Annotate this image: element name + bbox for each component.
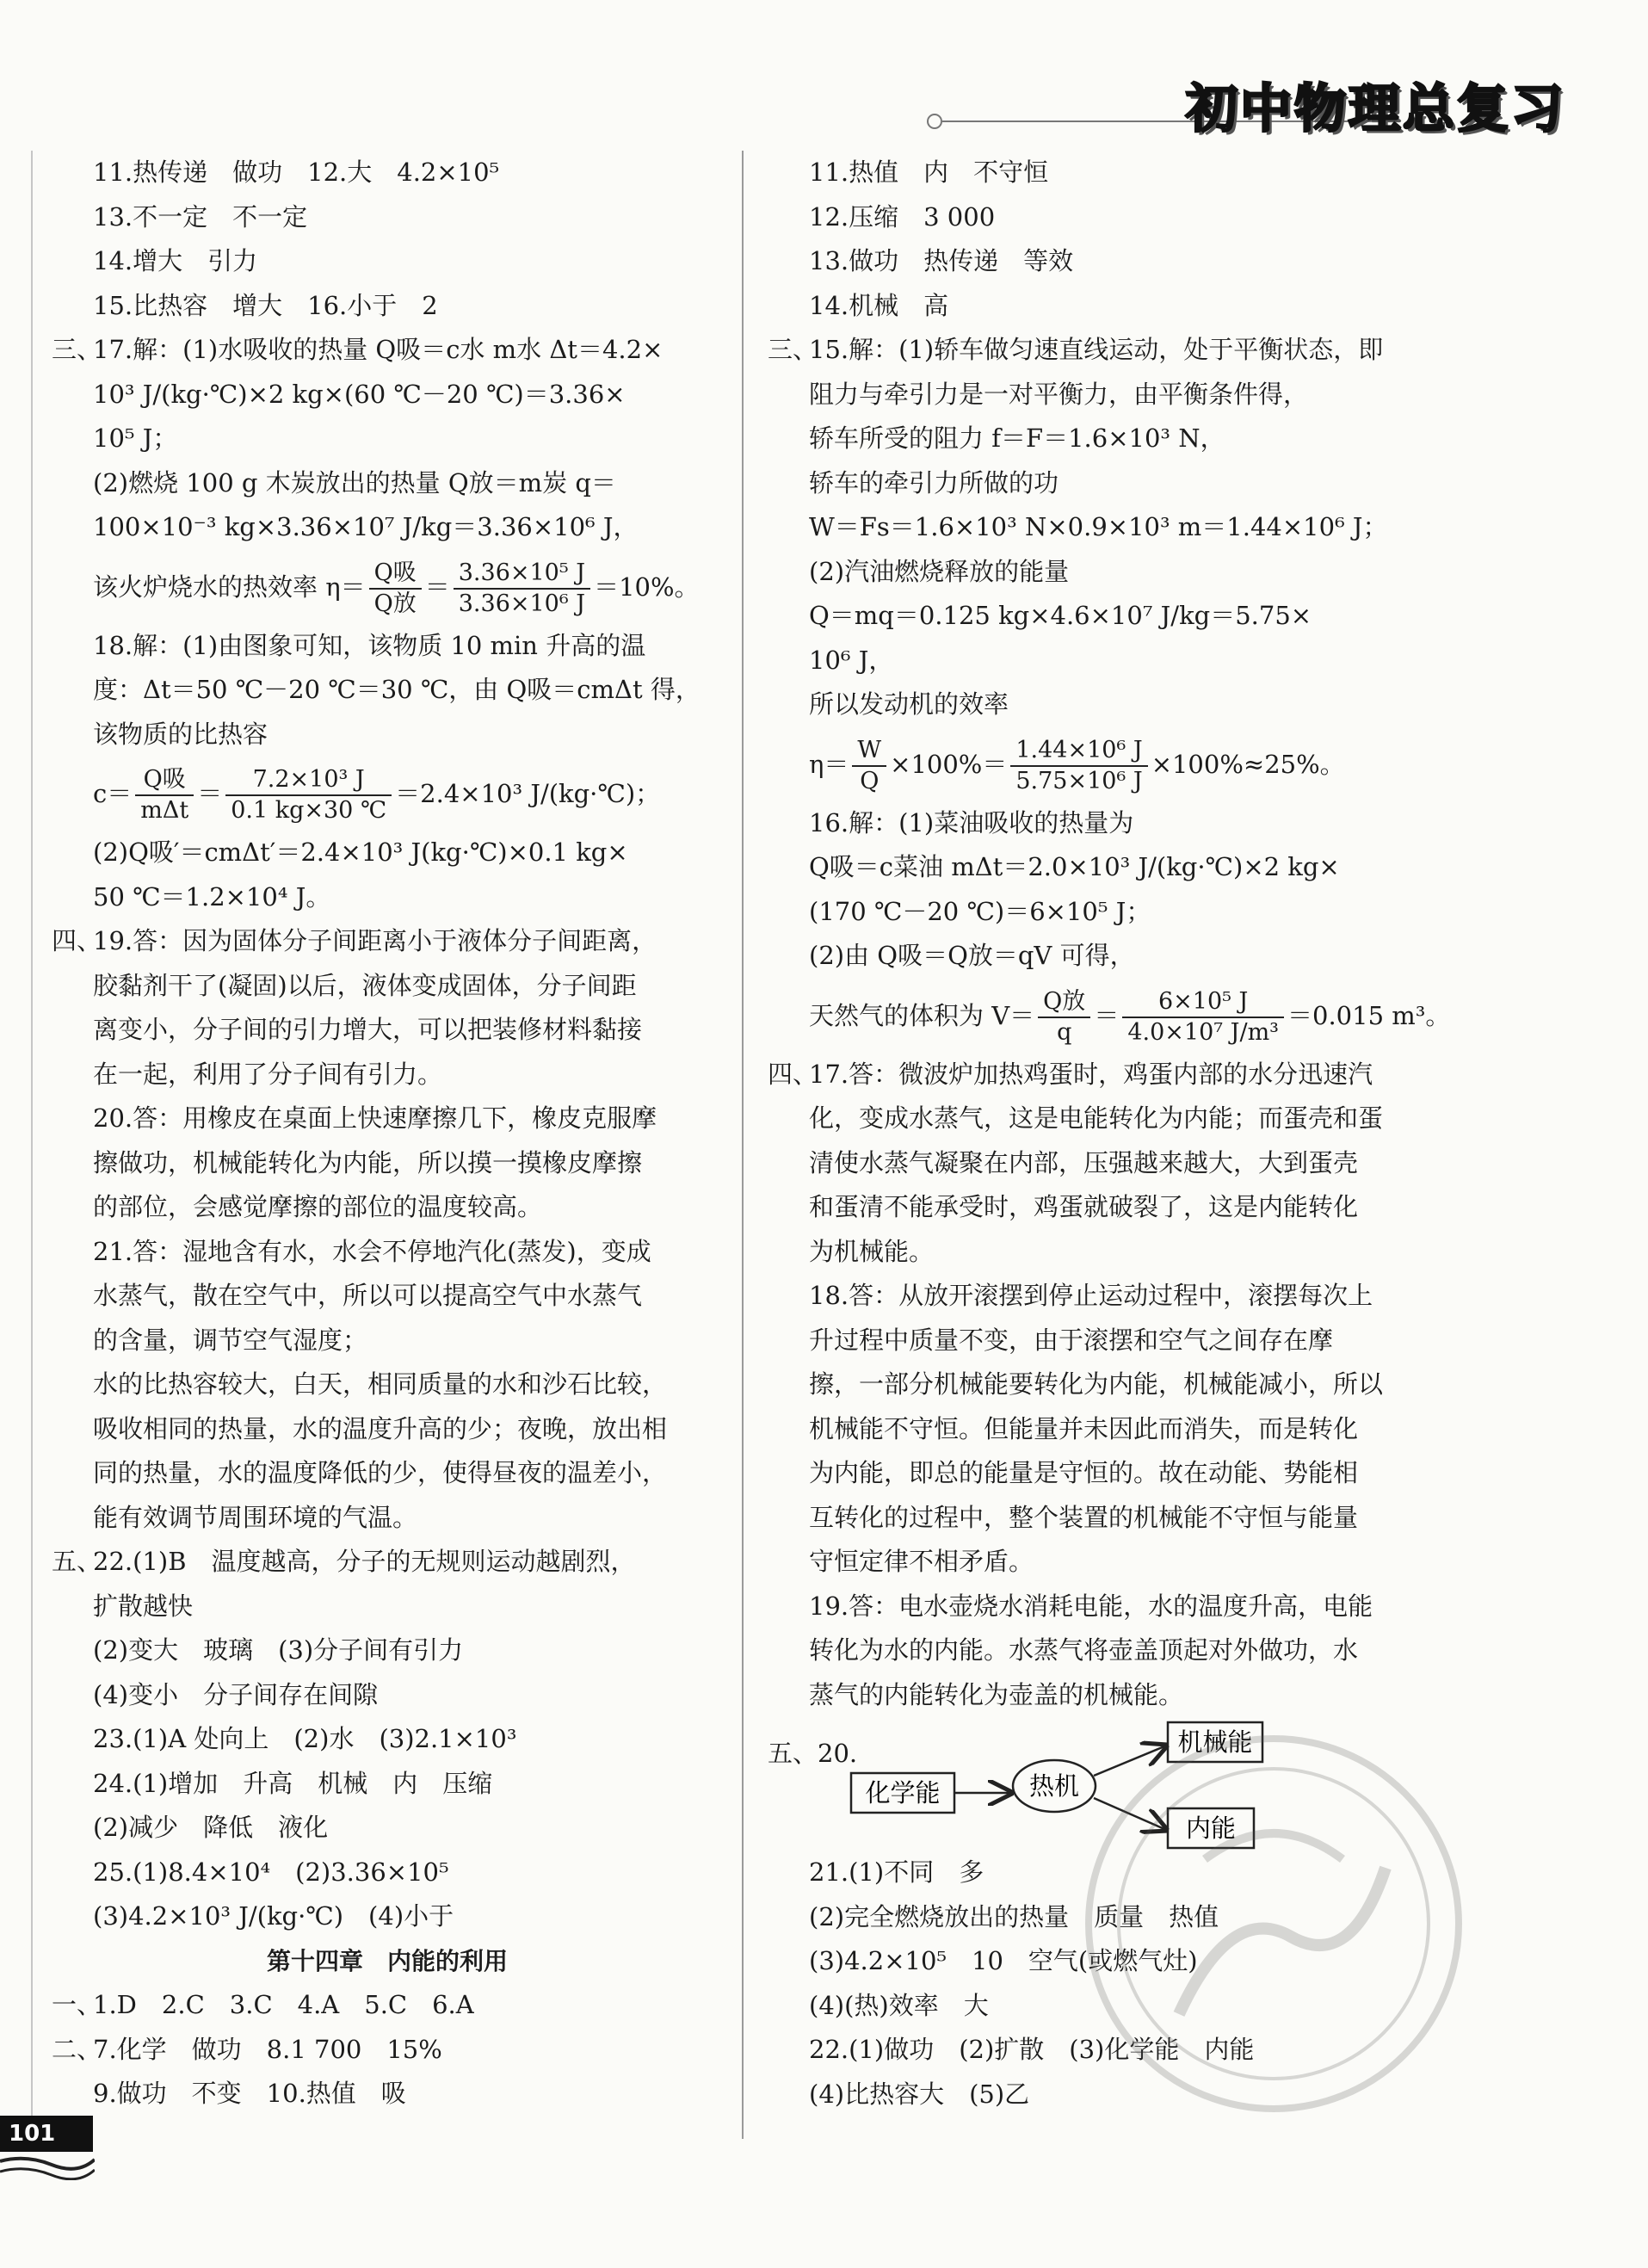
line-text: 为内能，即总的能量是守恒的。故在动能、势能相 bbox=[809, 1458, 1359, 1487]
line-text: 15.比热容 增大 16.小于 2 bbox=[93, 290, 438, 320]
line-text: 24.(1)增加 升高 机械 内 压缩 bbox=[93, 1768, 493, 1798]
answer-line bbox=[52, 550, 723, 624]
line-text: (2)减少 降低 液化 bbox=[93, 1813, 329, 1842]
line-text: 吸收相同的热量，水的温度升高的少；夜晚，放出相 bbox=[93, 1413, 668, 1443]
line-text: 的含量，调节空气湿度； bbox=[93, 1325, 368, 1355]
fraction-numerator: Q放 bbox=[1038, 987, 1090, 1018]
line-text: 能有效调节周围环境的气温。 bbox=[93, 1502, 418, 1532]
answer-line bbox=[768, 639, 1447, 683]
answer-line bbox=[52, 373, 723, 417]
answer-line bbox=[768, 594, 1447, 639]
answer-line bbox=[52, 1319, 723, 1363]
line-text: (3)4.2×10³ J/(kg·℃) (4)小于 bbox=[93, 1901, 454, 1931]
answer-line bbox=[52, 1628, 723, 1673]
line-text: 擦，一部分机械能要转化为内能，机械能减小，所以 bbox=[809, 1369, 1384, 1399]
answer-line bbox=[52, 151, 723, 195]
formula-suffix: ×100%≈25%。 bbox=[1151, 749, 1345, 779]
fraction bbox=[225, 765, 392, 825]
answer-line bbox=[768, 1407, 1447, 1452]
line-text: (3)4.2×10⁵ 10 空气(或燃气灶) bbox=[809, 1946, 1198, 1975]
line-text: (2)Q吸′＝cmΔt′＝2.4×10³ J(kg·℃)×0.1 kg× bbox=[93, 837, 628, 867]
fraction bbox=[1122, 987, 1284, 1047]
fraction-denominator: 3.36×10⁶ J bbox=[458, 590, 586, 617]
line-text: 11.热值 内 不守恒 bbox=[809, 158, 1049, 187]
answer-line bbox=[768, 1319, 1447, 1363]
line-text: 该物质的比热容 bbox=[93, 719, 268, 749]
fraction-denominator: 0.1 kg×30 ℃ bbox=[231, 797, 387, 824]
answer-line bbox=[768, 373, 1447, 417]
line-text: 水的比热容较大，白天，相同质量的水和沙石比较， bbox=[93, 1369, 668, 1399]
line-text: 蒸气的内能转化为壶盖的机械能。 bbox=[809, 1679, 1184, 1709]
answer-line bbox=[52, 2028, 723, 2073]
answer-line bbox=[52, 1230, 723, 1275]
line-text: 50 ℃＝1.2×10⁴ J。 bbox=[93, 881, 331, 912]
answer-line bbox=[768, 1230, 1447, 1275]
answer-line bbox=[768, 550, 1447, 595]
formula-prefix: c＝ bbox=[93, 779, 133, 808]
line-text: (4)变小 分子间存在间隙 bbox=[93, 1679, 379, 1709]
answer-line bbox=[52, 1762, 723, 1807]
line-text: 离变小，分子间的引力增大，可以把装修材料黏接 bbox=[93, 1015, 643, 1044]
fraction-numerator: 7.2×10³ J bbox=[225, 765, 392, 796]
answer-line bbox=[52, 1717, 723, 1762]
answer-line bbox=[768, 1141, 1447, 1186]
line-text: (2)汽油燃烧释放的能量 bbox=[809, 556, 1070, 586]
line-text: (2)变大 玻璃 (3)分子间有引力 bbox=[93, 1635, 464, 1665]
answer-line bbox=[768, 727, 1447, 801]
line-text: 和蛋清不能承受时，鸡蛋就破裂了，这是内能转化 bbox=[809, 1192, 1359, 1221]
answer-line bbox=[768, 1274, 1447, 1319]
line-text: 13.不一定 不一定 bbox=[93, 201, 308, 232]
left-margin-rule bbox=[31, 151, 33, 2139]
line-text: 16.解：(1)菜油吸收的热量为 bbox=[809, 807, 1134, 837]
line-text: (4)比热容大 (5)乙 bbox=[809, 2079, 1030, 2109]
answer-line bbox=[52, 831, 723, 875]
fraction-denominator: 4.0×10⁷ J/m³ bbox=[1127, 1018, 1279, 1046]
answer-line bbox=[768, 239, 1447, 284]
answer-line bbox=[52, 668, 723, 713]
formula-suffix: ＝2.4×10³ J/(kg·℃)； bbox=[395, 779, 661, 808]
line-text: 度：Δt＝50 ℃－20 ℃＝30 ℃，由 Q吸＝cmΔt 得， bbox=[93, 675, 701, 704]
chapter-heading: 第十四章 内能的利用 bbox=[266, 1946, 508, 1975]
answer-line bbox=[52, 713, 723, 757]
line-text: 所以发动机的效率 bbox=[809, 689, 1009, 719]
answer-line bbox=[52, 1673, 723, 1718]
answer-line bbox=[52, 1097, 723, 1141]
fraction bbox=[852, 736, 886, 796]
answer-line bbox=[52, 1585, 723, 1629]
header-dot bbox=[927, 114, 942, 129]
line-text: W＝Fs＝1.6×10³ N×0.9×10³ m＝1.44×10⁶ J； bbox=[809, 512, 1388, 541]
line-text: 19.答：因为固体分子间距离小于液体分子间距离， bbox=[93, 926, 657, 955]
fraction-numerator: 3.36×10⁵ J bbox=[454, 559, 590, 590]
line-text: (2)燃烧 100 g 木炭放出的热量 Q放＝m炭 q＝ bbox=[93, 467, 616, 497]
answer-line bbox=[52, 1274, 723, 1319]
formula-suffix: ＝10%。 bbox=[594, 572, 700, 602]
header-title: 初中物理总复习 bbox=[1186, 79, 1565, 139]
formula-middle: ＝ bbox=[1094, 1000, 1120, 1030]
line-text: 13.做功 热传递 等效 bbox=[809, 246, 1074, 275]
line-text: 化，变成水蒸气，这是电能转化为内能；而蛋壳和蛋 bbox=[809, 1103, 1384, 1133]
line-text: 1.D 2.C 3.C 4.A 5.C 6.A bbox=[93, 1990, 474, 2019]
page-number-wave bbox=[0, 2154, 95, 2180]
answer-line bbox=[768, 1097, 1447, 1141]
section-marker: 二、 bbox=[52, 2034, 102, 2064]
answer-line bbox=[52, 1053, 723, 1097]
section-marker: 四、 bbox=[52, 926, 102, 955]
answer-line bbox=[52, 1407, 723, 1452]
formula-middle: ＝ bbox=[424, 572, 450, 602]
formula-prefix: η＝ bbox=[809, 749, 849, 779]
answer-line bbox=[52, 505, 723, 550]
line-text: 25.(1)8.4×10⁴ (2)3.36×10⁵ bbox=[93, 1857, 449, 1887]
line-text: 23.(1)A 处向上 (2)水 (3)2.1×10³ bbox=[93, 1724, 517, 1753]
line-text: 互转化的过程中，整个装置的机械能不守恒与能量 bbox=[809, 1502, 1359, 1532]
section-marker: 一、 bbox=[52, 1990, 102, 2019]
line-text: 14.增大 引力 bbox=[93, 246, 258, 275]
answer-line bbox=[768, 417, 1447, 461]
line-text: 在一起，利用了分子间有引力。 bbox=[93, 1059, 443, 1089]
line-text: 同的热量，水的温度降低的少，使得昼夜的温差小， bbox=[93, 1458, 668, 1487]
fraction-denominator: q bbox=[1057, 1018, 1072, 1046]
line-text: 机械能不守恒。但能量并未因此而消失，而是转化 bbox=[809, 1413, 1359, 1443]
answer-line bbox=[52, 1851, 723, 1895]
answer-line bbox=[768, 801, 1447, 846]
left-column bbox=[52, 151, 723, 2117]
column-divider bbox=[742, 151, 744, 2139]
answer-line bbox=[52, 1806, 723, 1851]
page-header bbox=[942, 65, 1579, 142]
line-text: 21.答：湿地含有水，水会不停地汽化(蒸发)，变成 bbox=[93, 1236, 651, 1266]
section-marker: 三、 bbox=[768, 335, 818, 364]
answer-line bbox=[768, 1185, 1447, 1230]
answer-line bbox=[768, 195, 1447, 240]
fraction-denominator: mΔt bbox=[140, 797, 189, 824]
formula-prefix: 天然气的体积为 V＝ bbox=[809, 1000, 1035, 1030]
line-text: 轿车所受的阻力 f＝F＝1.6×10³ N， bbox=[809, 423, 1225, 453]
line-text: 19.答：电水壶烧水消耗电能，水的温度升高，电能 bbox=[809, 1591, 1373, 1621]
fraction-numerator: W bbox=[852, 736, 886, 767]
line-text: 10⁶ J， bbox=[809, 645, 894, 675]
watermark-seal bbox=[1076, 1730, 1472, 2117]
mechanical-label: 机械能 bbox=[1177, 1727, 1253, 1757]
formula-middle: ×100%＝ bbox=[890, 749, 1008, 779]
answer-line bbox=[768, 1540, 1447, 1585]
line-text: 水蒸气，散在空气中，所以可以提高空气中水蒸气 bbox=[93, 1281, 643, 1310]
line-text: 18.解：(1)由图象可知，该物质 10 min 升高的温 bbox=[93, 630, 646, 660]
answer-line bbox=[768, 890, 1447, 935]
internal-label: 内能 bbox=[1185, 1814, 1237, 1843]
fraction bbox=[1038, 987, 1090, 1047]
answer-line bbox=[52, 1008, 723, 1053]
section-marker: 四、 bbox=[768, 1059, 818, 1089]
section-marker: 三、 bbox=[52, 335, 102, 364]
answer-line bbox=[52, 461, 723, 506]
line-text: 100×10⁻³ kg×3.36×10⁷ J/kg＝3.36×10⁶ J， bbox=[93, 512, 639, 541]
formula-prefix: 该火炉烧水的热效率 η＝ bbox=[93, 572, 366, 602]
formula-suffix: ＝0.015 m³。 bbox=[1287, 1000, 1451, 1030]
answer-line bbox=[52, 964, 723, 1009]
line-text: 17.解：(1)水吸收的热量 Q吸＝c水 m水 Δt＝4.2× bbox=[93, 335, 664, 364]
fraction bbox=[135, 765, 194, 825]
line-text: 转化为水的内能。水蒸气将壶盖顶起对外做功，水 bbox=[809, 1635, 1359, 1665]
line-text: 胶黏剂干了(凝固)以后，液体变成固体，分子间距 bbox=[93, 970, 637, 1000]
answer-line bbox=[52, 1496, 723, 1541]
answer-line bbox=[52, 239, 723, 284]
line-text: 22.(1)做功 (2)扩散 (3)化学能 内能 bbox=[809, 2035, 1255, 2064]
engine-label: 热机 bbox=[1028, 1771, 1080, 1801]
fraction-numerator: Q吸 bbox=[135, 765, 194, 796]
line-text: (2)由 Q吸＝Q放＝qV 可得， bbox=[809, 941, 1135, 970]
fraction-numerator: 6×10⁵ J bbox=[1122, 987, 1284, 1018]
line-text: (170 ℃－20 ℃)＝6×10⁵ J； bbox=[809, 896, 1151, 926]
answer-line bbox=[52, 1894, 723, 1939]
answer-line bbox=[52, 195, 723, 240]
line-text: Q＝mq＝0.125 kg×4.6×10⁷ J/kg＝5.75× bbox=[809, 601, 1312, 630]
line-text: (2)完全燃烧放出的热量 质量 热值 bbox=[809, 1901, 1219, 1931]
answer-line bbox=[768, 1053, 1447, 1097]
answer-line bbox=[768, 328, 1447, 373]
answer-line bbox=[52, 1185, 723, 1230]
answer-line bbox=[52, 1540, 723, 1585]
line-text: 11.热传递 做功 12.大 4.2×10⁵ bbox=[93, 158, 500, 187]
answer-line bbox=[768, 1363, 1447, 1407]
answer-line bbox=[52, 757, 723, 831]
line-text: 12.压缩 3 000 bbox=[809, 201, 996, 232]
fraction-denominator: 5.75×10⁶ J bbox=[1015, 767, 1143, 794]
fraction bbox=[1010, 736, 1147, 796]
fraction-denominator: Q bbox=[860, 767, 880, 794]
answer-line bbox=[52, 1141, 723, 1186]
line-text: 扩散越快 bbox=[93, 1591, 194, 1621]
answer-line bbox=[768, 1628, 1447, 1673]
answer-line bbox=[52, 417, 723, 461]
answer-line bbox=[768, 1451, 1447, 1496]
fraction bbox=[369, 559, 422, 619]
line-text: 9.做功 不变 10.热值 吸 bbox=[93, 2079, 406, 2108]
answer-line bbox=[52, 624, 723, 669]
answer-line bbox=[768, 505, 1447, 550]
answer-line bbox=[52, 875, 723, 920]
section-marker: 五、 bbox=[52, 1547, 102, 1576]
answer-line bbox=[52, 1363, 723, 1407]
answer-line bbox=[768, 934, 1447, 979]
answer-line bbox=[52, 328, 723, 373]
line-text: 14.机械 高 bbox=[809, 290, 949, 320]
formula-middle: ＝ bbox=[197, 779, 223, 808]
answer-line bbox=[768, 1496, 1447, 1541]
line-text: 10³ J/(kg·℃)×2 kg×(60 ℃－20 ℃)＝3.36× bbox=[93, 379, 626, 409]
line-text: 清使水蒸气凝聚在内部，压强越来越大，大到蛋壳 bbox=[809, 1147, 1359, 1177]
line-text: 守恒定律不相矛盾。 bbox=[809, 1547, 1034, 1576]
diagram-question-label: 五、20. bbox=[768, 1739, 858, 1768]
answer-line bbox=[768, 979, 1451, 1053]
line-text: 15.解：(1)轿车做匀速直线运动，处于平衡状态，即 bbox=[809, 335, 1384, 364]
line-text: 升过程中质量不变，由于滚摆和空气之间存在摩 bbox=[809, 1325, 1334, 1355]
answer-line bbox=[768, 284, 1447, 329]
line-text: 的部位，会感觉摩擦的部位的温度较高。 bbox=[93, 1192, 543, 1221]
fraction-numerator: 1.44×10⁶ J bbox=[1010, 736, 1147, 767]
line-text: Q吸＝c菜油 mΔt＝2.0×10³ J/(kg·℃)×2 kg× bbox=[809, 852, 1340, 881]
answer-line bbox=[52, 919, 723, 964]
line-text: 22.(1)B 温度越高，分子的无规则运动越剧烈， bbox=[93, 1547, 636, 1576]
answer-line bbox=[52, 2072, 723, 2117]
line-text: 20.答：用橡皮在桌面上快速摩擦几下，橡皮克服摩 bbox=[93, 1103, 657, 1133]
answer-line bbox=[768, 151, 1447, 195]
answer-line bbox=[768, 1585, 1447, 1629]
page-number: 101 bbox=[0, 2116, 93, 2152]
fraction-denominator: Q放 bbox=[373, 590, 417, 617]
source-label: 化学能 bbox=[865, 1778, 941, 1808]
line-text: 21.(1)不同 多 bbox=[809, 1857, 984, 1887]
line-text: 17.答：微波炉加热鸡蛋时，鸡蛋内部的水分迅速汽 bbox=[809, 1059, 1373, 1089]
answer-line bbox=[52, 1983, 723, 2028]
line-text: 阻力与牵引力是一对平衡力，由平衡条件得， bbox=[809, 379, 1309, 409]
line-text: (4)(热)效率 大 bbox=[809, 1990, 989, 2020]
line-text: 擦做功，机械能转化为内能，所以摸一摸橡皮摩擦 bbox=[93, 1147, 643, 1177]
fraction bbox=[454, 559, 590, 619]
answer-line bbox=[52, 284, 723, 329]
answer-line bbox=[768, 461, 1447, 506]
line-text: 10⁵ J； bbox=[93, 423, 178, 453]
line-text: 轿车的牵引力所做的功 bbox=[809, 467, 1059, 497]
answer-line bbox=[768, 845, 1447, 890]
line-text: 7.化学 做功 8.1 700 15% bbox=[93, 2034, 442, 2064]
answer-line bbox=[52, 1451, 723, 1496]
fraction-numerator: Q吸 bbox=[369, 559, 422, 590]
answer-line bbox=[768, 683, 1447, 727]
answer-line bbox=[768, 1673, 1447, 1718]
line-text: 18.答：从放开滚摆到停止运动过程中，滚摆每次上 bbox=[809, 1281, 1373, 1310]
line-text: 为机械能。 bbox=[809, 1236, 935, 1266]
